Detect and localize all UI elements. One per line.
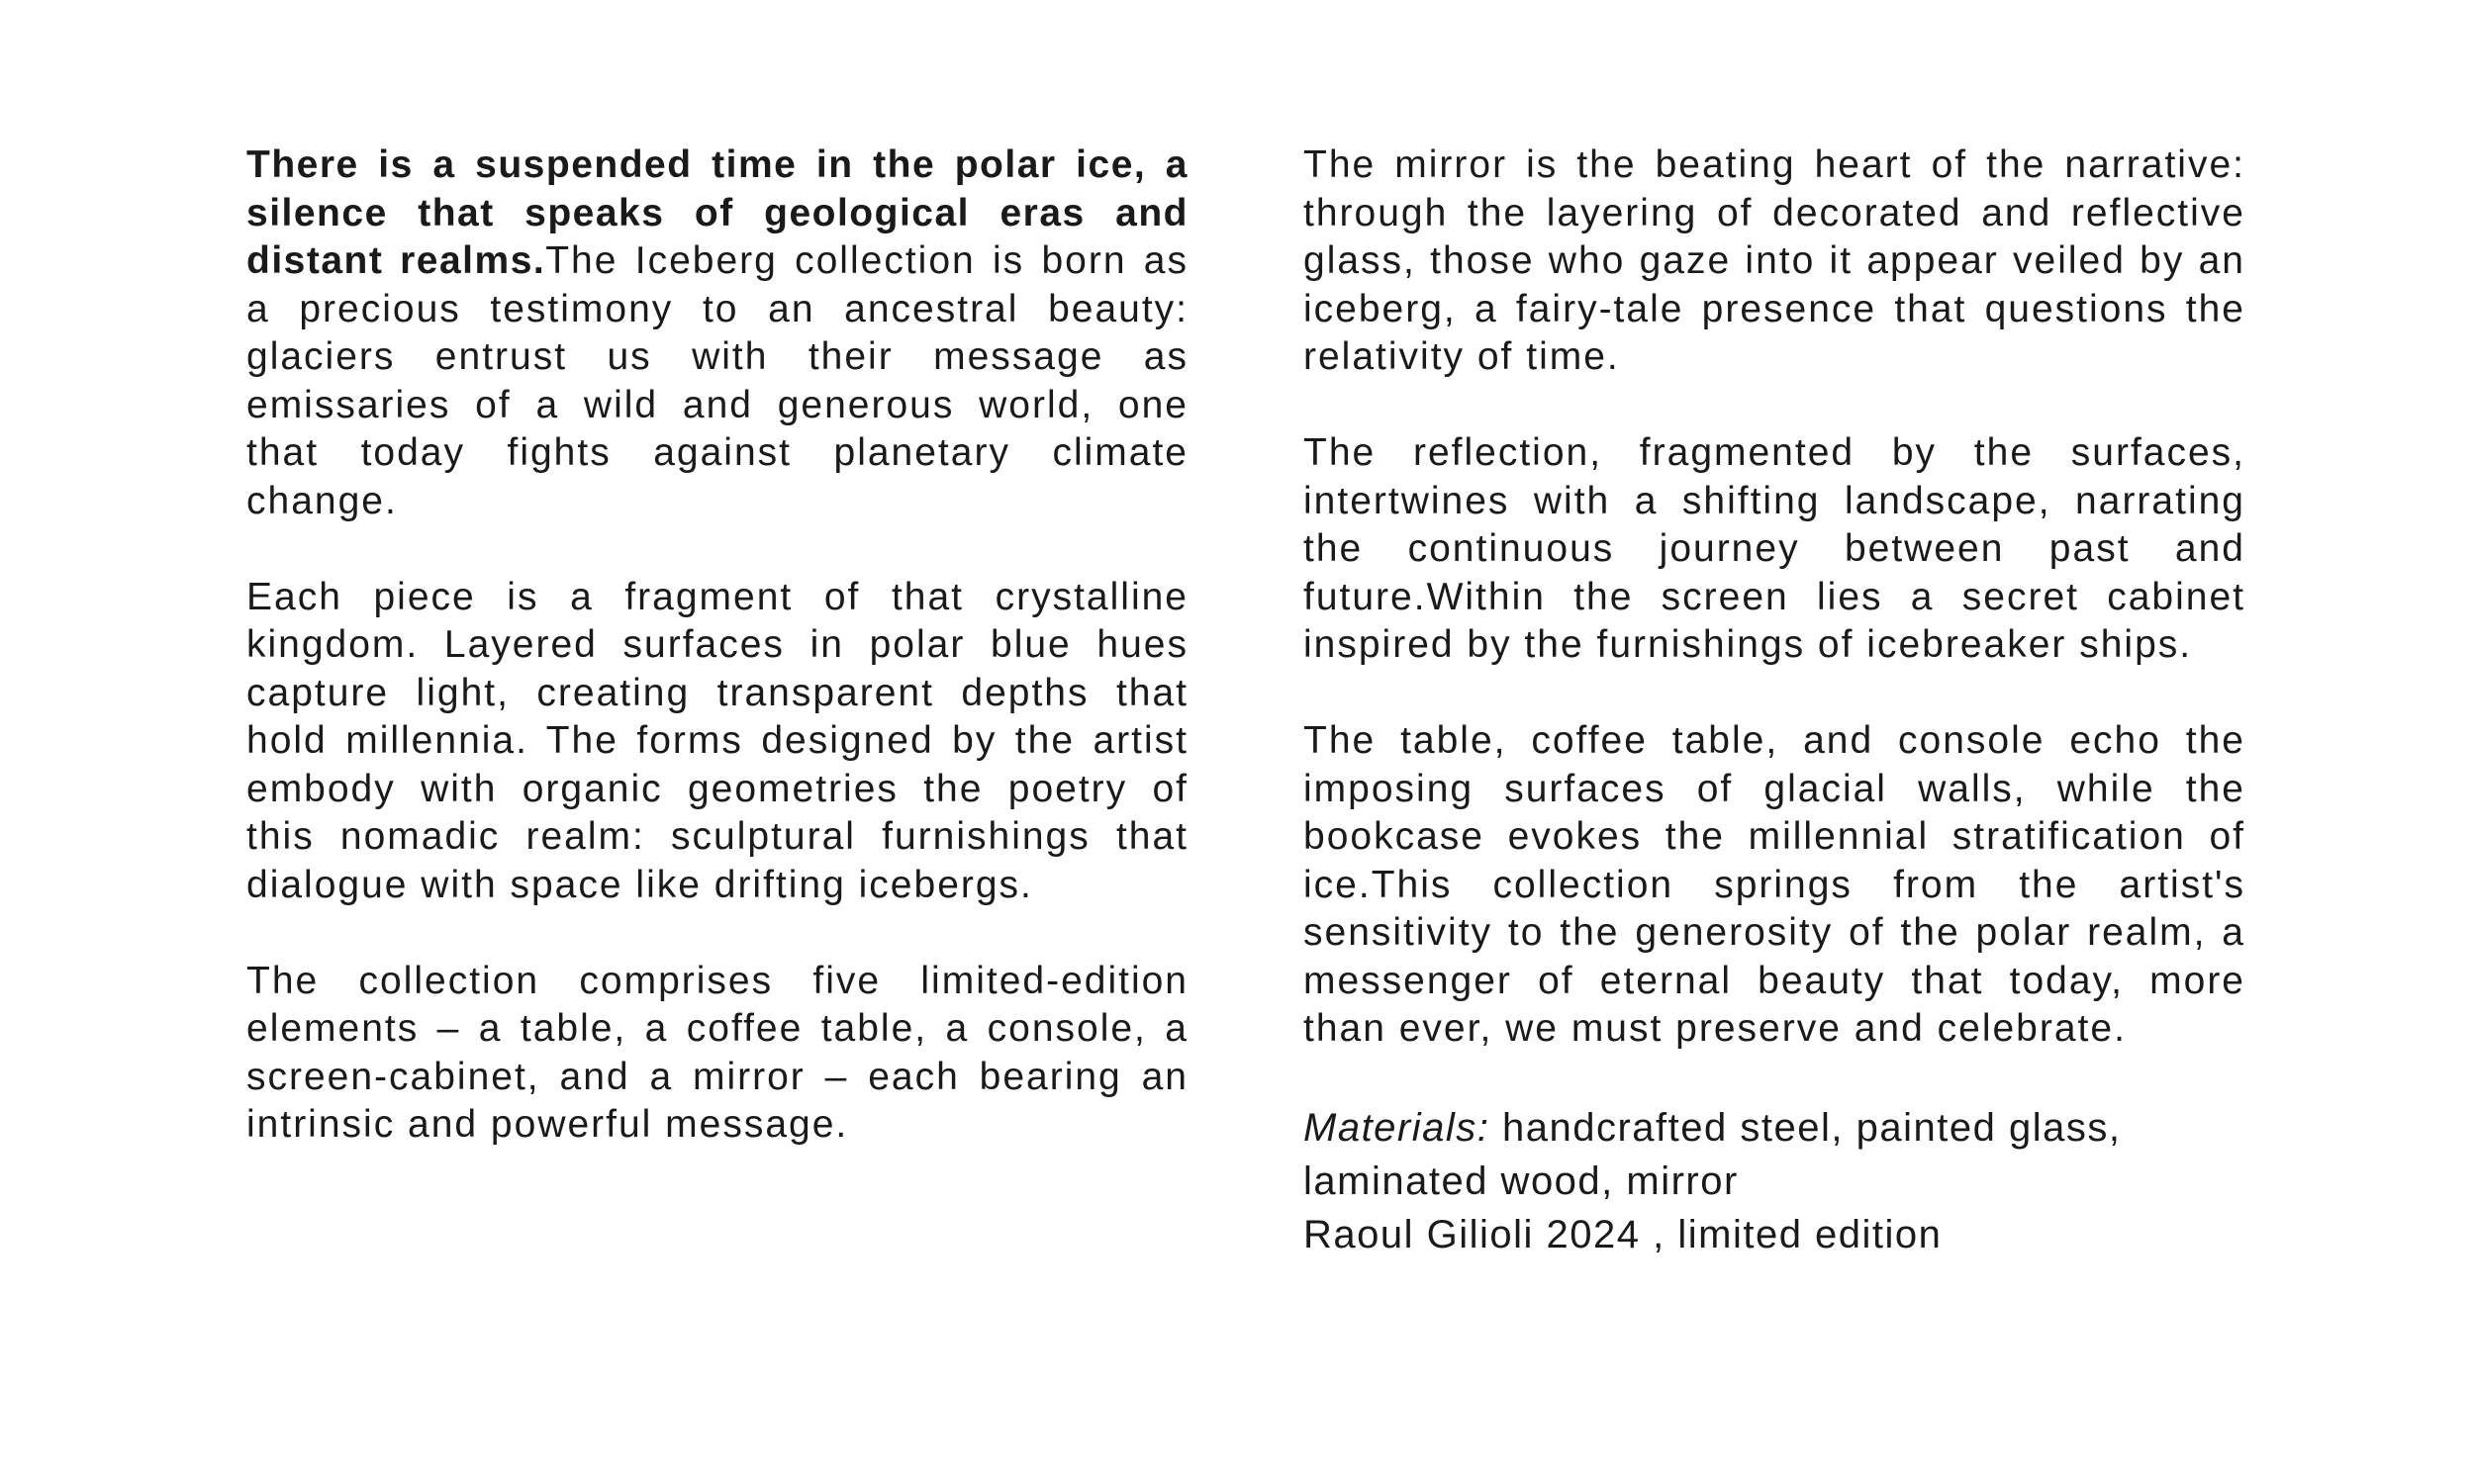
signature-line: Raoul Gilioli 2024 , limited edition xyxy=(1303,1213,1943,1256)
materials-label: Materials: xyxy=(1303,1106,1490,1150)
furnishings-paragraph: The table, coffee table, and console echo the imposing surfaces of glacial walls, while the bookcase evokes the millennial stratification of ice.This collection springs from the artist's sensitivity to the generosity of the polar realm, a messenger of eternal beauty that today, more than ever, we must preserve and celebrate. xyxy=(1303,719,2245,1050)
mirror-paragraph: The mirror is the beating heart of the narrative: through the layering of decorated and reflective glass, those who gaze into it appear veiled by an iceberg, a fairy-tale presence that questions the relativity of time. xyxy=(1303,143,2245,378)
materials-line xyxy=(1303,1101,2245,1208)
intro-body-text: The Iceberg collection is born as a precious testimony to an ancestral beauty: glaciers entrust us with their message as emissaries of a wild and generous world, one that today fights against planetary climate change. xyxy=(246,239,1189,522)
pieces-paragraph: Each piece is a fragment of that crystalline kingdom. Layered surfaces in polar blue hues capture light, creating transparent depths that hold millennia. The forms designed by the artist embody with organic geometries the poetry of this nomadic realm: sculptural furnishings that dialogue with space like drifting icebergs. xyxy=(246,575,1189,906)
left-text-column xyxy=(246,141,1189,1197)
right-text-column xyxy=(1303,141,2245,1261)
collection-paragraph: The collection comprises five limited-edition elements – a table, a coffee table, a console, a screen-cabinet, and a mirror – each bearing an intrinsic and powerful message. xyxy=(246,959,1189,1146)
materials-value: handcrafted steel, painted glass, laminated wood, mirror xyxy=(1303,1106,2122,1203)
lead-sentence: There is a suspended time in the polar ice, a silence that speaks of geological eras and distant realms. xyxy=(246,143,1189,282)
credits-block xyxy=(1303,1101,2245,1261)
intro-paragraph xyxy=(246,141,1189,525)
reflection-paragraph: The reflection, fragmented by the surfaces, intertwines with a shifting landscape, narrating the continuous journey between past and future.Within the screen lies a secret cabinet inspired by the furnishings of icebreaker ships. xyxy=(1303,431,2245,666)
